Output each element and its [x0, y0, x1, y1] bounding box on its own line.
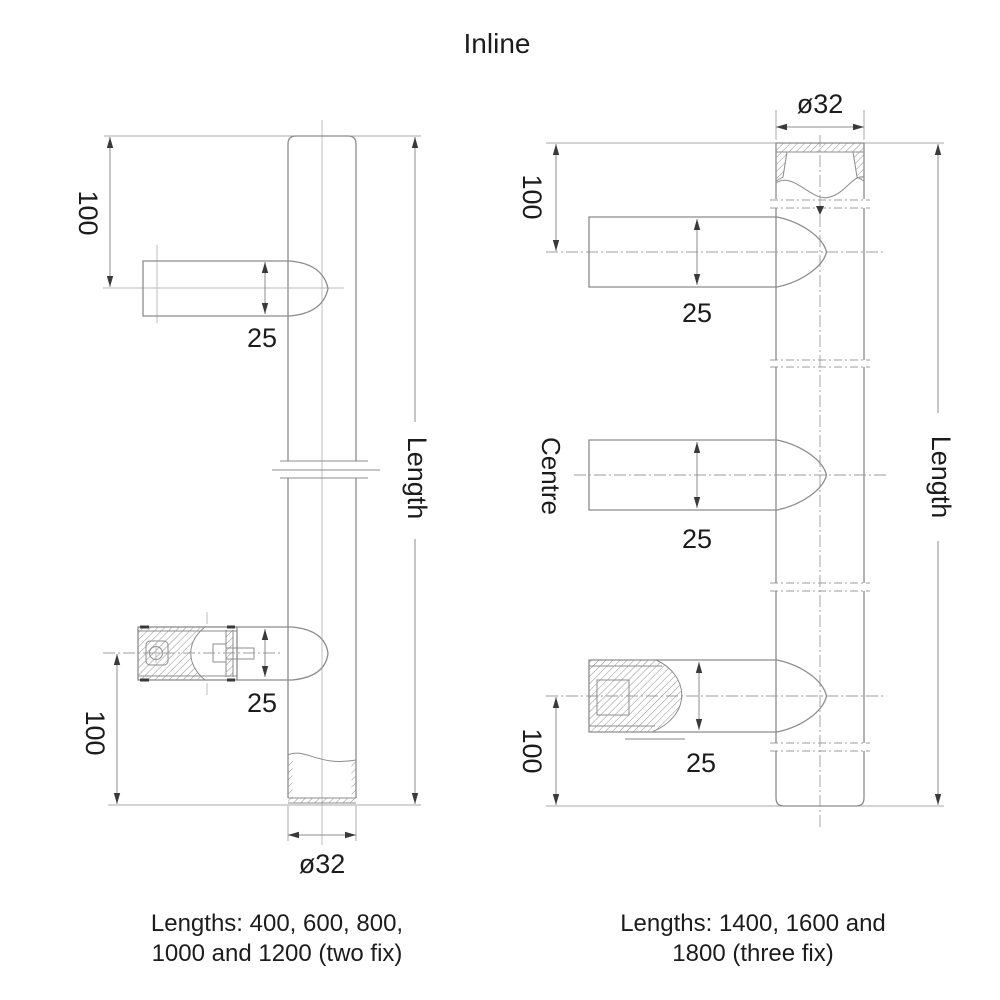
right-caption-line2: 1800 (three fix) [672, 940, 834, 967]
right-drawing [517, 89, 956, 830]
left-caption-line2: 1000 and 1200 (two fix) [151, 940, 403, 967]
dim-top-offset: 100 [73, 190, 103, 236]
dim-diameter: ø32 [298, 849, 346, 879]
dim-grip-bottom: 25 [685, 748, 717, 778]
dim-grip-bottom: 25 [246, 688, 278, 718]
wall-fixing-section [103, 612, 328, 695]
grip-arm-top [103, 245, 344, 323]
tube-coupling [272, 461, 380, 478]
dim-bottom-offset: 100 [80, 710, 110, 756]
dim-bottom-offset: 100 [517, 728, 547, 774]
grip-arm-bottom [237, 627, 328, 680]
dim-grip-top: 25 [246, 323, 278, 353]
centre-label: Centre [536, 436, 566, 516]
captions [151, 910, 886, 967]
page-title: Inline [463, 28, 531, 59]
right-caption-line1: Lengths: 1400, 1600 and [620, 910, 886, 937]
dim-grip-centre: 25 [681, 524, 713, 554]
right-dimensions [517, 144, 956, 805]
dim-grip-top: 25 [681, 298, 713, 328]
dim-diameter: ø32 [796, 89, 844, 119]
dim-top-offset: 100 [517, 174, 547, 220]
grip-arm-bottom-section [589, 660, 827, 739]
left-caption-line1: Lengths: 400, 600, 800, [150, 910, 404, 937]
centerline-arrow [816, 206, 824, 215]
dim-length: Length [402, 436, 432, 520]
dim-length: Length [926, 435, 956, 519]
left-drawing [73, 120, 432, 879]
left-dimensions [73, 137, 432, 879]
